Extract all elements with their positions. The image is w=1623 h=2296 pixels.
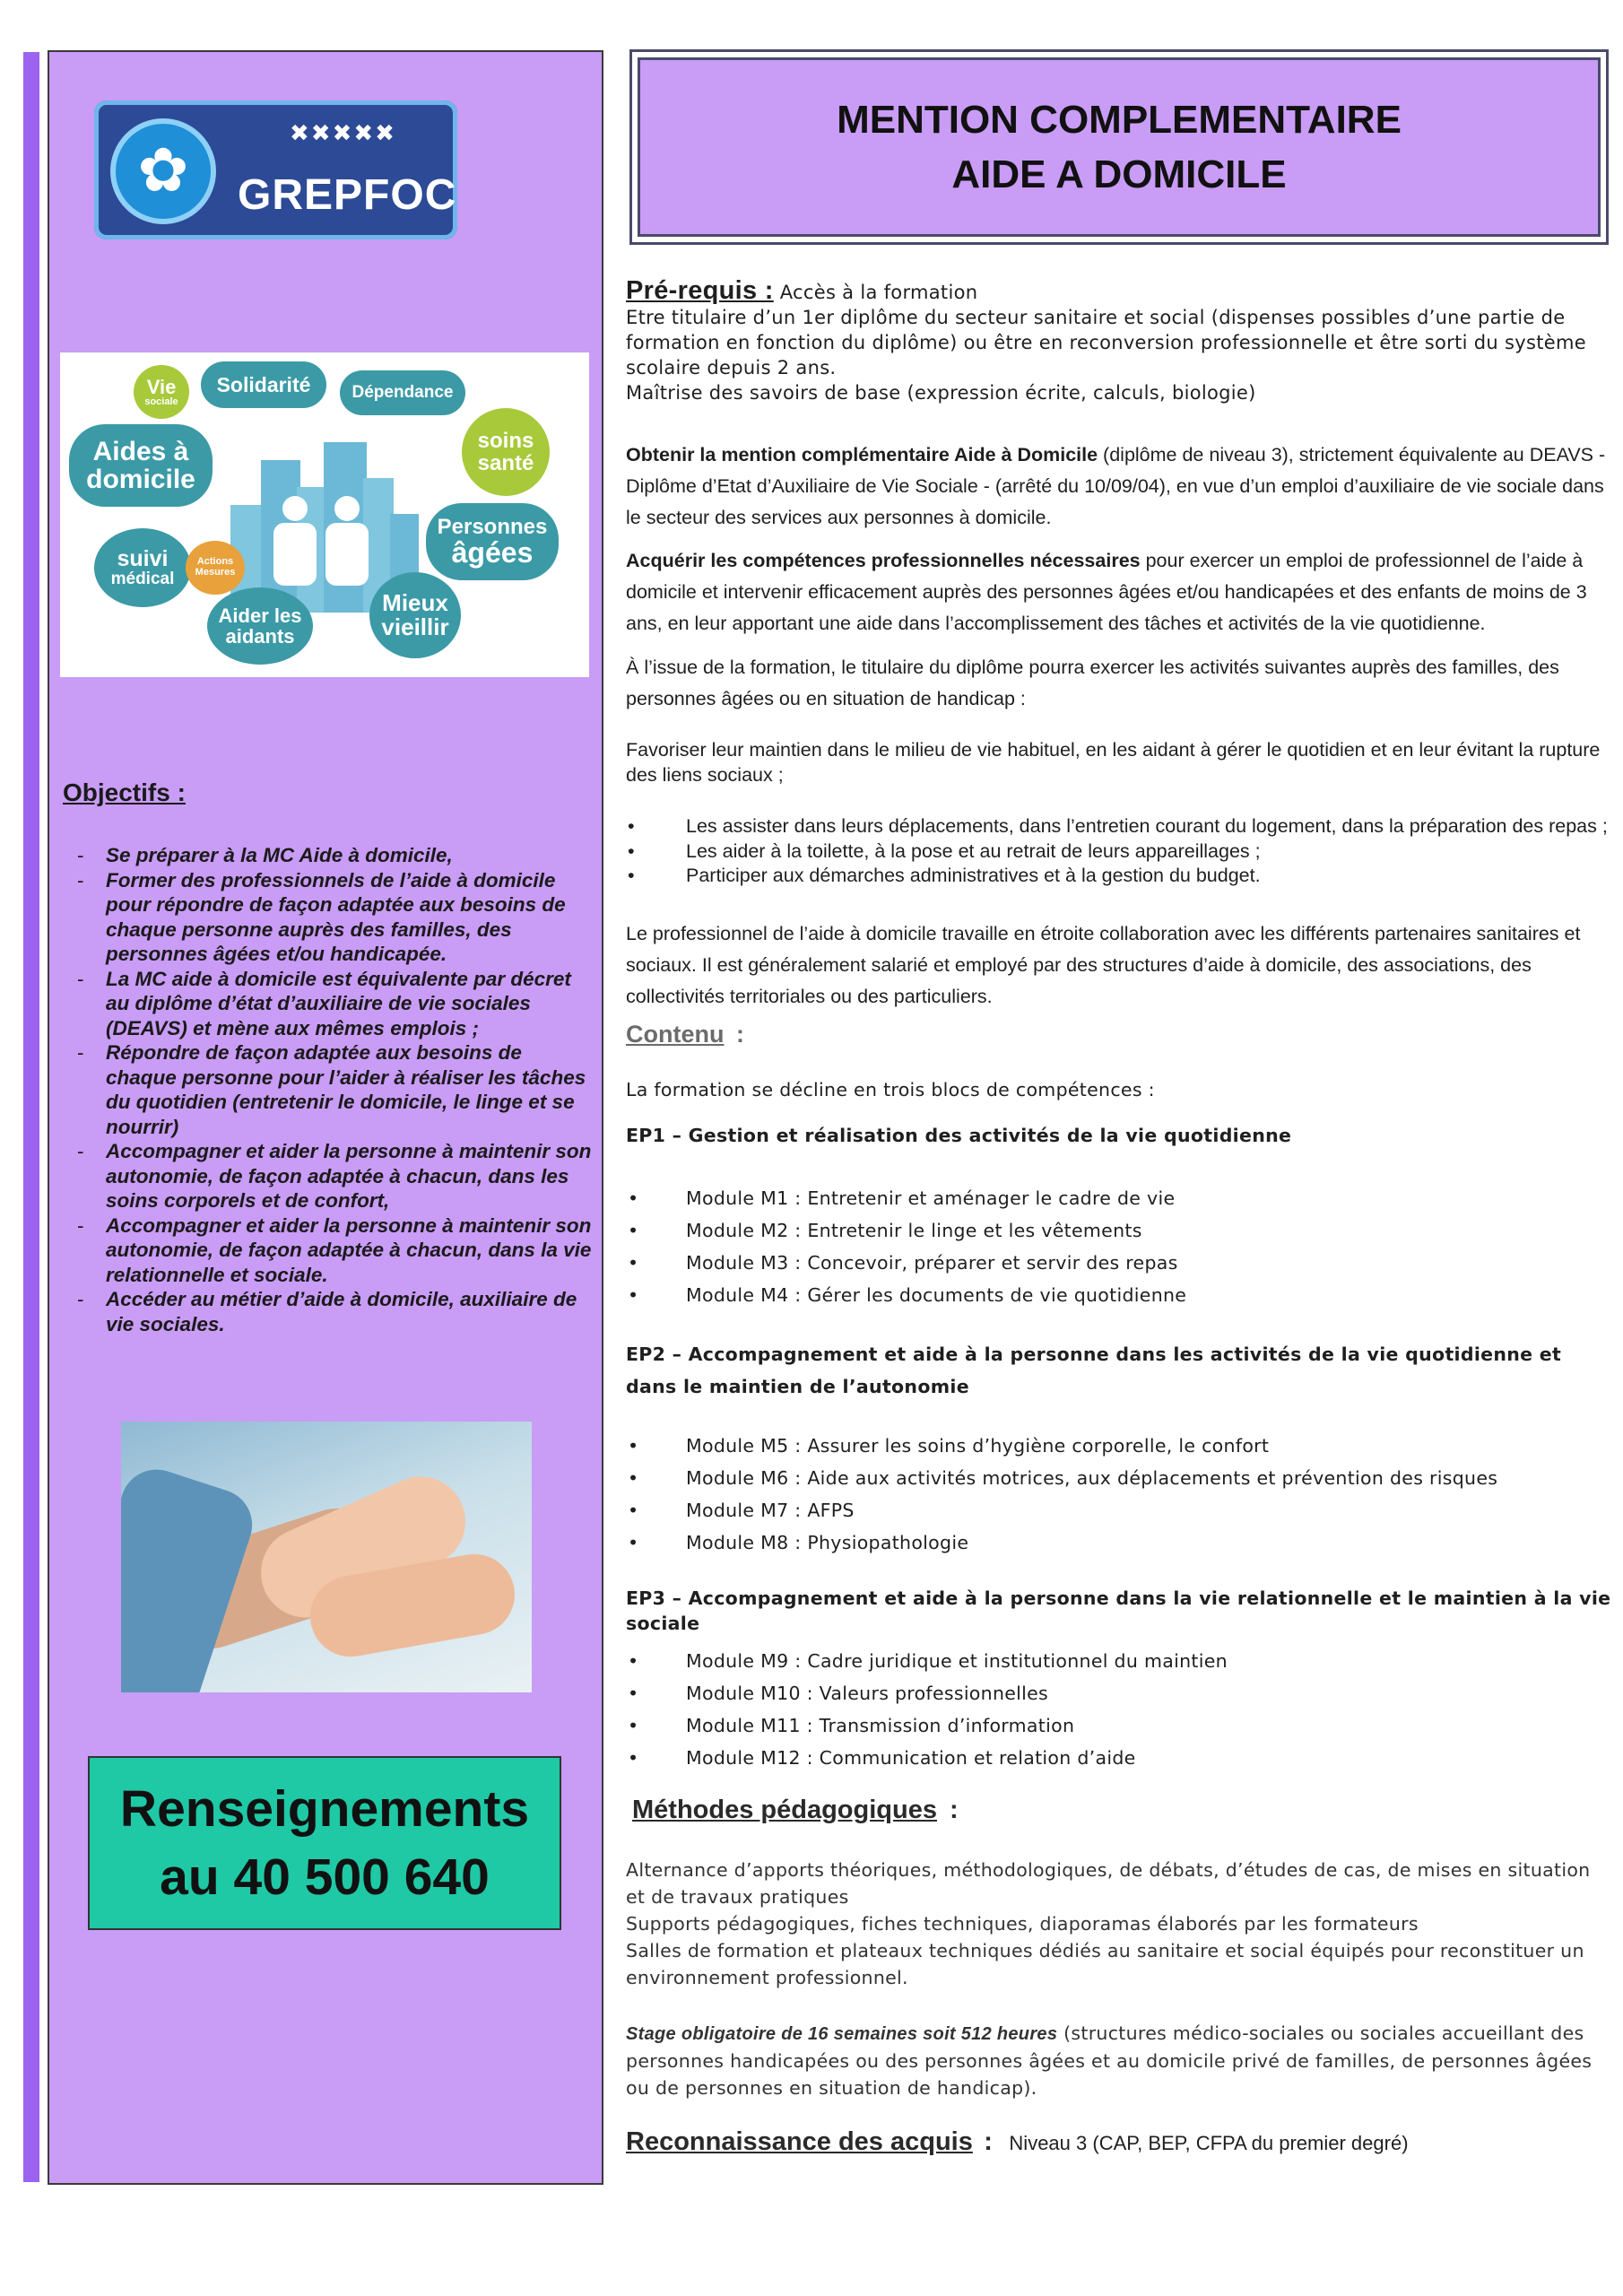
people-icon: ✖✖✖✖✖	[290, 120, 396, 147]
list-item: • Module M1 : Entretenir et aménager le cadre de vie	[626, 1182, 1612, 1214]
prerequis-section	[626, 278, 1612, 405]
bubble-aides-a-domicile: Aides à domicile	[69, 424, 213, 507]
stage-paragraph: Stage obligatoire de 16 semaines soit 512 heures (structures médico-sociales ou sociales accueillant des personnes handicapées ou des personnes âgées et au domicile privé de familles, de personnes âgées ou de personnes en situation de handicap).	[626, 2022, 1593, 2099]
reconnaissance-heading: Reconnaissance des acquis	[626, 2127, 973, 2156]
contenu-heading-row: Contenu :	[626, 1021, 744, 1048]
title-line-1: MENTION COMPLEMENTAIRE	[837, 98, 1402, 142]
bubble-personnes-agees: Personnes âgées	[426, 503, 559, 580]
intro-paragraph-5: Le professionnel de l’aide à domicile travaille en étroite collaboration avec les différents partenaires sanitaires et sociaux. Il est généralement salarié et employé par des structures d’aide à domicile, des associations, des collectivités territoriales ou des particuliers.	[626, 923, 1581, 1007]
list-item: • Module M2 : Entretenir le linge et les vêtements	[626, 1214, 1612, 1247]
objectif-item: - Former des professionnels de l’aide à domicile pour répondre de façon adaptée aux besoins de chaque personne auprès des familles, des personnes âgées et/ou handicapée.	[72, 868, 596, 967]
objectifs-heading: Objectifs :	[63, 778, 186, 806]
list-item: • Module M5 : Assurer les soins d’hygiène corporelle, le confort	[626, 1430, 1612, 1462]
prerequis-heading: Pré-requis :	[626, 276, 774, 305]
list-item: • Module M4 : Gérer les documents de vie quotidienne	[626, 1279, 1612, 1311]
list-item: • Module M3 : Concevoir, préparer et servir des repas	[626, 1247, 1612, 1279]
ep2-modules	[626, 1430, 1612, 1559]
list-item: • Module M9 : Cadre juridique et institutionnel du maintien	[626, 1645, 1612, 1677]
reconnaissance-row: Reconnaissance des acquis : Niveau 3 (CAP, BEP, CFPA du premier degré)	[626, 2127, 1409, 2156]
hands-photo	[121, 1422, 532, 1692]
objectif-item: - La MC aide à domicile est équivalente par décret au diplôme d’état d’auxiliaire de vie sociales (DEAVS) et mène aux mêmes emplois ;	[72, 967, 596, 1041]
intro-paragraph-1: Obtenir la mention complémentaire Aide à Domicile (diplôme de niveau 3), strictement équivalente au DEAVS - Diplôme d’Etat d’Auxiliaire de Vie Sociale - (arrêté du 10/09/04), en vue d’un emploi d’auxiliaire de vie sociale dans le secteur des services aux personnes à domicile.	[626, 444, 1606, 528]
methodes-heading-row: Méthodes pédagogiques :	[632, 1796, 959, 1824]
contact-line-1: Renseignements	[119, 1780, 530, 1838]
title-panel	[638, 57, 1601, 237]
prerequis-text-1: Etre titulaire d’un 1er diplôme du secteur sanitaire et social (dispenses possibles d’une partie de formation en fonction du diplôme) ou être en reconversion professionnelle et être sorti du système scolaire depuis 2 ans.	[626, 307, 1586, 378]
intro-paragraph-4: Favoriser leur maintien dans le milieu de vie habituel, en les aidant à gérer le quotidien et en leur évitant la rupture des liens sociaux ;	[626, 739, 1601, 786]
bubble-solidarite: Solidarité	[201, 361, 326, 408]
contact-box	[88, 1756, 561, 1930]
title-line-2: AIDE A DOMICILE	[951, 152, 1287, 196]
bubble-suivi-medical: suivi médical	[94, 528, 191, 607]
list-item: • Les aider à la toilette, à la pose et au retrait de leurs appareillages ;	[626, 839, 1612, 865]
title-frame	[629, 49, 1609, 245]
objectif-item: - Accompagner et aider la personne à maintenir son autonomie, de façon adaptée à chacun, dans la vie relationnelle et sociale.	[72, 1213, 596, 1288]
contenu-intro: La formation se décline en trois blocs de compétences :	[626, 1079, 1155, 1100]
bubble-dependance: Dépendance	[340, 370, 465, 415]
ep2-title: EP2 – Accompagnement et aide à la personne dans les activités de la vie quotidienne et dans le maintien de l’autonomie	[626, 1344, 1562, 1397]
objectif-item: - Répondre de façon adaptée aux besoins de chaque personne pour l’aider à réaliser les tâches du quotidien (entretenir le domicile, le linge et se nourrir)	[72, 1040, 596, 1139]
list-item: • Module M12 : Communication et relation d’aide	[626, 1742, 1612, 1774]
intro-bullets	[626, 814, 1612, 889]
prerequis-lead: Accès à la formation	[779, 282, 978, 303]
bubble-soins-sante: soins santé	[462, 408, 550, 496]
bubble-actions-mesures: Actions Mesures	[186, 541, 245, 595]
sidebar-edge-bar	[23, 52, 39, 2182]
logo-text: GREPFOC	[238, 171, 457, 219]
reconnaissance-value: Niveau 3 (CAP, BEP, CFPA du premier degré)	[1009, 2132, 1409, 2154]
objectif-item: - Accéder au métier d’aide à domicile, auxiliaire de vie sociales.	[72, 1287, 596, 1336]
objectif-item: - Se préparer à la MC Aide à domicile,	[72, 843, 596, 868]
contact-phone: au 40 500 640	[160, 1848, 490, 1906]
list-item: • Module M10 : Valeurs professionnelles	[626, 1677, 1612, 1709]
list-item: • Module M8 : Physiopathologie	[626, 1526, 1612, 1559]
bubble-vie-sociale: Vie sociale	[134, 365, 189, 419]
methodes-text: Alternance d’apports théoriques, méthodologiques, de débats, d’études de cas, de mises en situation et de travaux pratiques Supports pédagogiques, fiches techniques, diaporamas élaborés par les formateurs Salles de formation et plateaux techniques dédiés au sanitaire et social équipés pour reconstituer un environnement professionnel.	[626, 1859, 1591, 1988]
bubble-aider-les-aidants: Aider les aidants	[207, 587, 313, 665]
bubble-mieux-vieillir: Mieux vieillir	[369, 572, 461, 658]
intro-paragraph-2: Acquérir les compétences professionnelles nécessaires pour exercer un emploi de professionnel de l’aide à domicile et intervenir efficacement auprès des personnes âgées et/ou handicapées et des enfants de moins de 3 ans, en leur apportant une aide dans l’accomplissement des tâches et activités de la vie quotidienne.	[626, 550, 1587, 634]
objectifs-list	[72, 843, 596, 1336]
list-item: • Module M11 : Transmission d’information	[626, 1709, 1612, 1742]
list-item: • Module M6 : Aide aux activités motrices, aux déplacements et prévention des risques	[626, 1462, 1612, 1494]
list-item: • Les assister dans leurs déplacements, dans l’entretien courant du logement, dans la préparation des repas ;	[626, 814, 1612, 839]
objectif-item: - Accompagner et aider la personne à maintenir son autonomie, de façon adaptée à chacun, dans les soins corporels et de confort,	[72, 1139, 596, 1213]
methodes-heading: Méthodes pédagogiques	[632, 1796, 937, 1824]
grepfoc-logo	[94, 100, 457, 239]
logo-emblem	[110, 118, 216, 224]
list-item: • Participer aux démarches administratives et à la gestion du budget.	[626, 864, 1612, 889]
flower-icon: ✿	[137, 135, 189, 206]
prerequis-text-2: Maîtrise des savoirs de base (expression écrite, calculs, biologie)	[626, 382, 1256, 404]
intro-paragraph-3: À l’issue de la formation, le titulaire du diplôme pourra exercer les activités suivantes auprès des familles, des personnes âgées ou en situation de handicap :	[626, 657, 1559, 709]
contenu-heading: Contenu	[626, 1021, 725, 1048]
ep1-title: EP1 – Gestion et réalisation des activités de la vie quotidienne	[626, 1125, 1292, 1146]
services-illustration	[60, 352, 589, 677]
ep3-modules	[626, 1645, 1612, 1774]
ep1-modules	[626, 1182, 1612, 1311]
ep3-title: EP3 – Accompagnement et aide à la personne dans la vie relationnelle et le maintien à la vie sociale	[626, 1587, 1611, 1634]
list-item: • Module M7 : AFPS	[626, 1494, 1612, 1526]
